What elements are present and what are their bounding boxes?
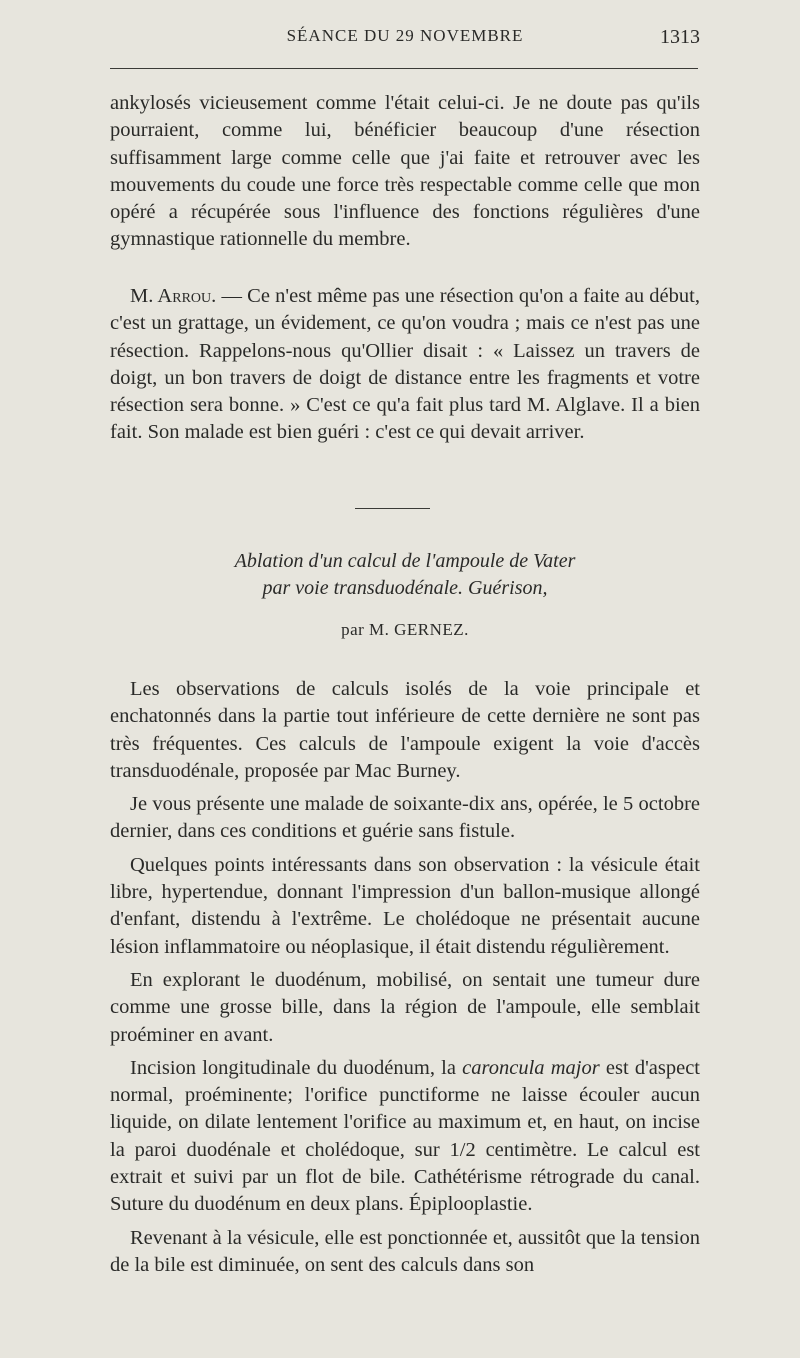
title-line-1: Ablation d'un calcul de l'ampoule de Vater (234, 550, 576, 572)
arrou-paragraph (110, 283, 700, 447)
observation-paragraph-4: En explorant le duodénum, mobilisé, on sentait une tumeur dure comme une grosse bille, dans la région de l'ampoule, elle semblait proéminer en avant. (110, 968, 700, 1046)
p5-text-before: Incision longitudinale du duodénum, la (130, 1056, 463, 1079)
observation-paragraph-5 (110, 1055, 700, 1219)
section-separator (355, 508, 430, 509)
observation-paragraph-2: Je vous présente une malade de soixante-dix ans, opérée, le 5 octobre dernier, dans ces conditions et guérie sans fistule. (110, 793, 700, 843)
speaker-name: M. Arrou. (130, 285, 217, 307)
observation-paragraph-1: Les observations de calculs isolés de la voie principale et enchatonnés dans la partie tout inférieure de cette dernière ne sont pas très fréquentes. Ces calculs de l'ampoule exigent la voie d'accès transduodénale, proposée par Mac Burney. (110, 678, 700, 782)
title-line-2: par voie transduodénale. Guérison, (262, 577, 548, 599)
page-header (110, 26, 700, 54)
continuation-section (110, 90, 700, 254)
article-byline: par M. GERNEZ. (341, 620, 469, 639)
arrou-text: — Ce n'est même pas une résection qu'on a faite au début, c'est un grattage, un évidement, ce qu'on voudra ; mais ce n'est pas une résection. Rappelons-nous qu'Ollier disait : « Laissez un travers de doigt, un bon travers de doigt de distance entre les fragments et votre résection sera bonne. » C'est ce qu'a fait plus tard M. Alglave. Il a bien fait. Son malade est bien guéri : c'est ce qui devait arriver. (110, 285, 700, 444)
page-number: 1313 (660, 26, 700, 48)
p5-italic-term: caroncula major (462, 1056, 600, 1079)
observation-section (110, 676, 700, 1285)
observation-paragraph-6: Revenant à la vésicule, elle est ponctionnée et, aussitôt que la tension de la bile est diminuée, on sent des calculs dans son (110, 1226, 700, 1276)
header-rule (110, 68, 698, 69)
continuation-paragraph: ankylosés vicieusement comme l'était celui-ci. Je ne doute pas qu'ils pourraient, comme lui, bénéficier beaucoup d'une résection suffisamment large comme celle que j'ai faite et retrouver avec les mouvements du coude une force très respectable comme celle que mon opéré a récupérée sous l'influence des fonctions régulières d'une gymnastique rationnelle du membre. (110, 92, 700, 251)
observation-paragraph-3: Quelques points intéressants dans son observation : la vésicule était libre, hypertendue, donnant l'impression d'un ballon-musique allongé d'enfant, distendu à l'extrême. Le cholédoque ne présentait aucune lésion inflammatoire ou néoplasique, il était distendu régulièrement. (110, 853, 700, 958)
p5-text-after: est d'aspect normal, proéminente; l'orifice punctiforme ne laisse écouler aucun liquide, on dilate lentement l'orifice au maximum et, en haut, on incise la paroi duodénale et cholédoque, sur 1/2 centimètre. Le calcul est extrait et suivi par un flot de bile. Cathétérisme rétrograde du canal. Suture du duodénum en deux plans. Épiplooplastie. (110, 1056, 701, 1216)
article-title (110, 548, 700, 602)
arrou-section (110, 283, 700, 447)
running-head: SÉANCE DU 29 NOVEMBRE (286, 26, 524, 45)
